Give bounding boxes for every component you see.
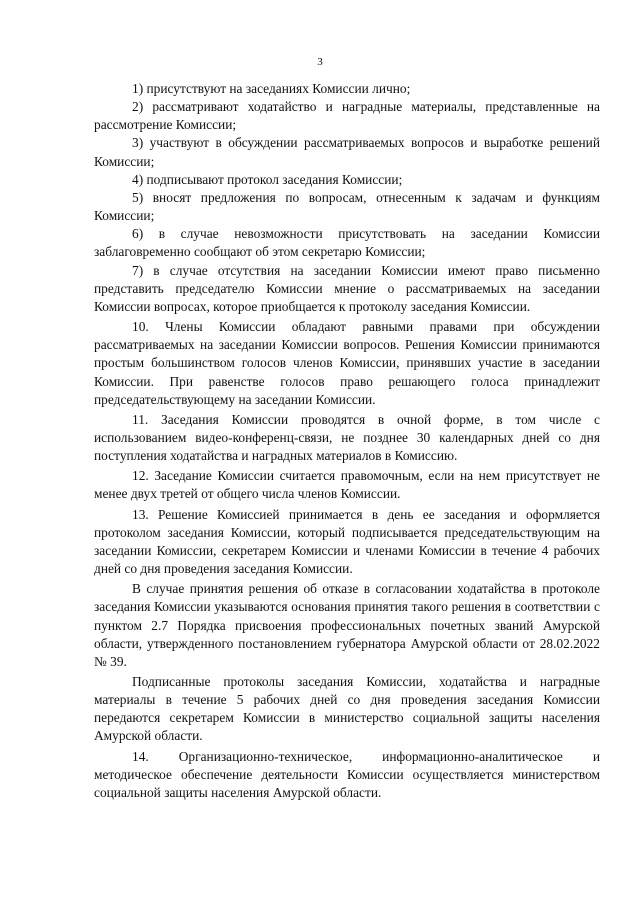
paragraph-duty-3: 3) участвуют в обсуждении рассматриваемых вопросов и выработке решений Комиссии;	[94, 135, 600, 169]
paragraph-clause-14: 14. Организационно-техническое, информационно-аналитическое и методическое обеспечение деятельности Комиссии осуществляется министерством социальной защиты населения Амурской области.	[94, 748, 600, 800]
paragraph-duty-7: 7) в случае отсутствия на заседании Комиссии имеют право письменно представить председателю Комиссии мнение о рассматриваемых на заседании Комиссии вопросах, которое приобщается к протоколу заседания Комиссии.	[94, 262, 600, 314]
paragraph-duty-6: 6) в случае невозможности присутствовать на заседании Комиссии заблаговременно сообщают об этом секретарю Комиссии;	[94, 226, 600, 260]
paragraph-clause-13: 13. Решение Комиссией принимается в день ее заседания и оформляется протоколом заседания Комиссии, который подписывается председательствующим на заседании Комиссии, секретарем Комиссии и членами Комиссии в течение 4 рабочих дней со дня проведения заседания Комиссии.	[94, 506, 600, 577]
paragraph-clause-11: 11. Заседания Комиссии проводятся в очной форме, в том числе с использованием видео-конференц-связи, не позднее 30 календарных дней со дня поступления ходатайства и наградных материалов в Комиссию.	[94, 411, 600, 464]
paragraph-refusal: В случае принятия решения об отказе в согласовании ходатайства в протоколе заседания Комиссии указываются основания принятия такого решения в соответствии с пунктом 2.7 Порядка присвоения профессиональных почетных званий Амурской области, утвержденного постановлением губернатора Амурской области от 28.02.2022 № 39.	[94, 581, 600, 669]
paragraph-duty-4: 4) подписывают протокол заседания Комиссии;	[132, 171, 403, 187]
paragraph-duty-2: 2) рассматривают ходатайство и наградные материалы, представленные на рассмотрение Комиссии;	[94, 99, 600, 133]
paragraph-protocols: Подписанные протоколы заседания Комиссии, ходатайства и наградные материалы в течение 5 рабочих дней со дня проведения заседания Комиссии передаются секретарем Комиссии в министерство социальной защиты населения Амурской области.	[94, 674, 600, 744]
page-number: 3	[317, 56, 323, 68]
paragraph-duty-1: 1) присутствуют на заседаниях Комиссии лично;	[132, 81, 411, 96]
paragraph-clause-12: 12. Заседание Комиссии считается правомочным, если на нем присутствует не менее двух третей от общего числа членов Комиссии.	[94, 468, 600, 502]
paragraph-duty-5: 5) вносят предложения по вопросам, отнесенным к задачам и функциям Комиссии;	[94, 189, 600, 224]
paragraph-clause-10: 10. Члены Комиссии обладают равными правами при обсуждении рассматриваемых на заседании Комиссии вопросов. Решения Комиссии принимаются простым большинством голосов членов Комиссии, принявших участие в заседании Комиссии. При равенстве голосов право решающего голоса принадлежит председательствующему на заседании Комиссии.	[94, 319, 600, 407]
document-body	[94, 80, 600, 802]
